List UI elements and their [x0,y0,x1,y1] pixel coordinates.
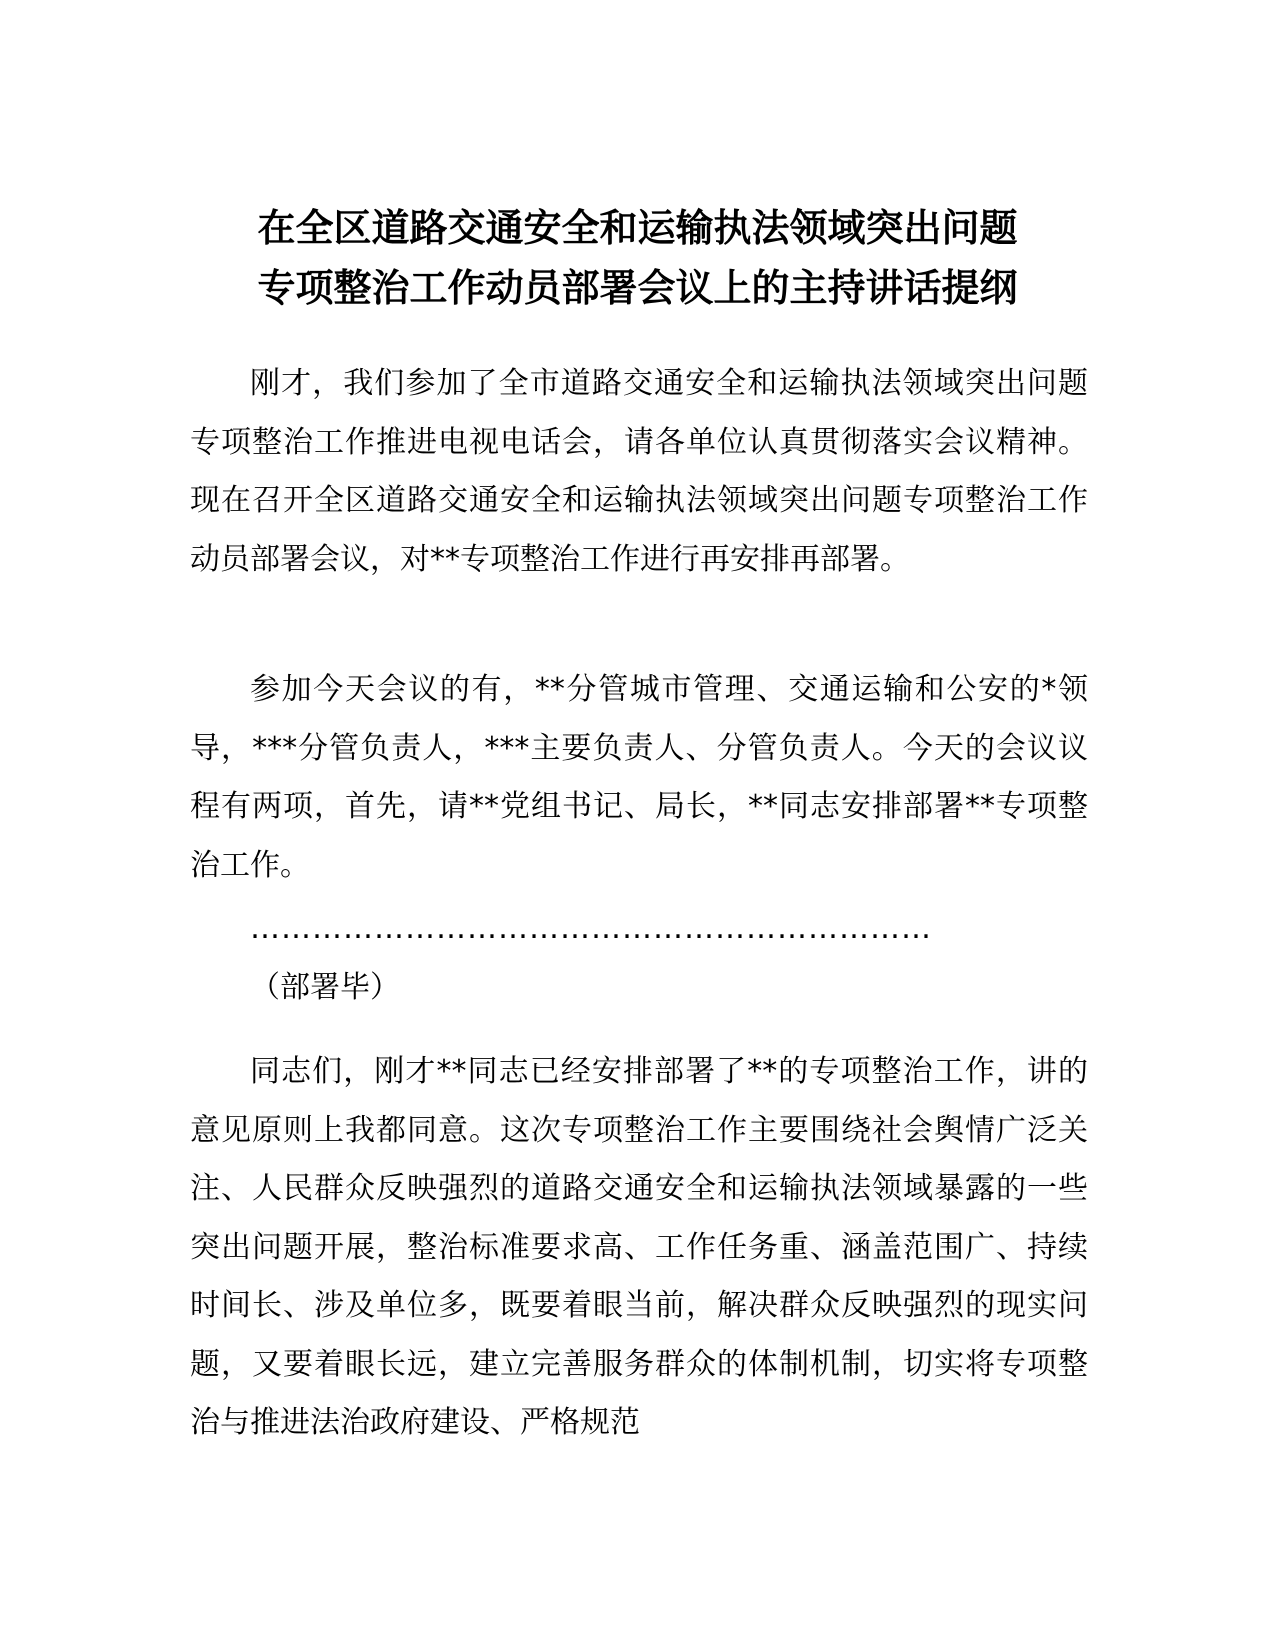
title-line-2: 专项整治工作动员部署会议上的主持讲话提纲 [257,266,1018,310]
paragraph-1: 刚才，我们参加了全市道路交通安全和运输执法领域突出问题专项整治工作推进电视电话会，请各单位认真贯彻落实会议精神。现在召开全区道路交通安全和运输执法领域突出问题专项整治工作动员部署会议，对**专项整治工作进行再安排再部署。 [190,366,1088,577]
paragraph-3: 同志们，刚才**同志已经安排部署了**的专项整治工作，讲的意见原则上我都同意。这次专项整治工作主要围绕社会舆情广泛关注、人民群众反映强烈的道路交通安全和运输执法领域暴露的一些突出问题开展，整治标准要求高、工作任务重、涵盖范围广、持续时间长、涉及单位多，既要着眼当前，解决群众反映强烈的现实问题，又要着眼长远，建立完善服务群众的体制机制，切实将专项整治与推进法治政府建设、严格规范 [190,1054,1088,1440]
paragraph-2: 参加今天会议的有，**分管城市管理、交通运输和公安的*领导，***分管负责人，***主要负责人、分管负责人。今天的会议议程有两项，首先，请**党组书记、局长，**同志安排部署**专项整治工作。 [190,672,1088,883]
deployment-note: （部署毕） [250,970,400,1005]
title-line-1: 在全区道路交通安全和运输执法领域突出问题 [257,206,1018,250]
document-title [150,198,1125,318]
ellipsis-separator: ………………………………………………………… [250,911,932,946]
